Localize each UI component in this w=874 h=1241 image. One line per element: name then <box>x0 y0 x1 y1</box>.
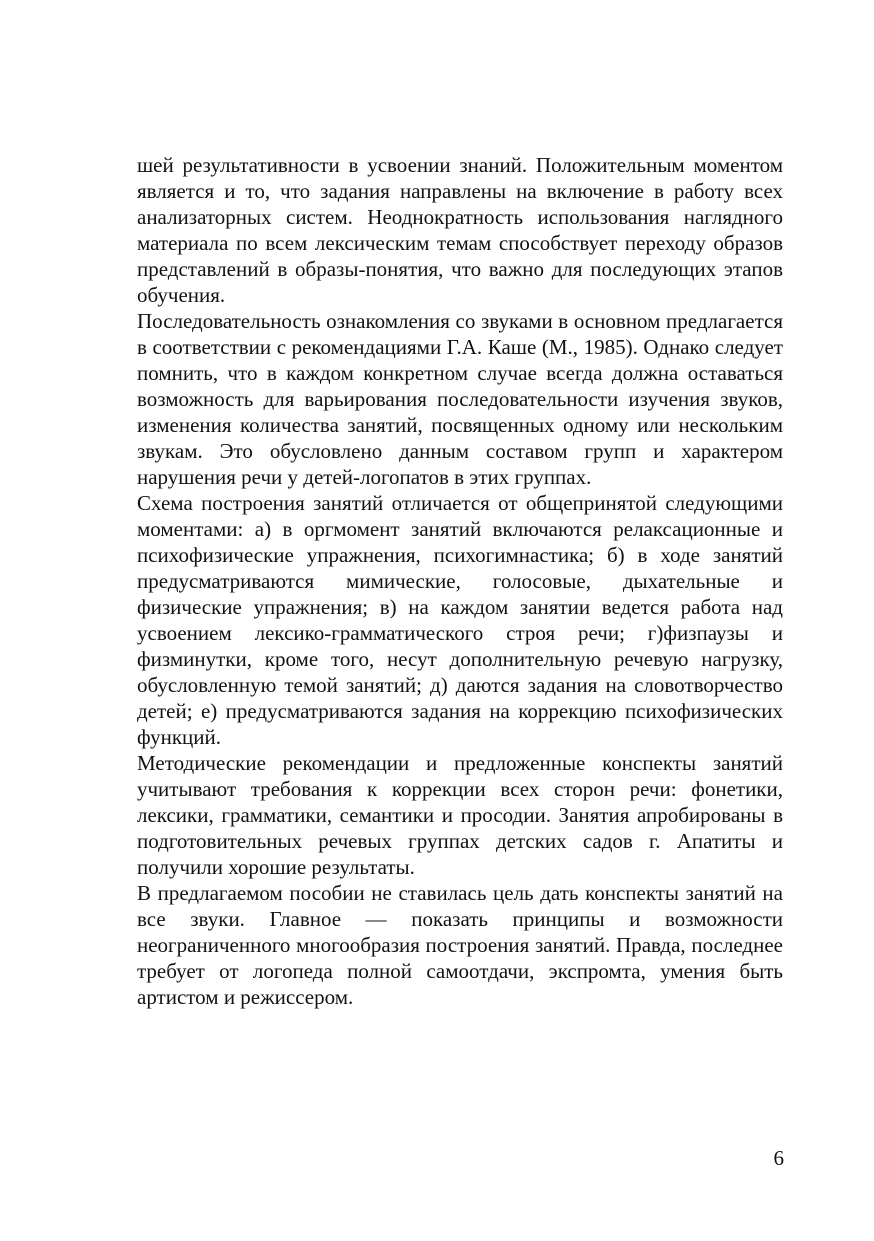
page-number: 6 <box>773 1146 784 1170</box>
paragraph-methodical-recommendations: Методические рекомендации и предложенные конспекты занятий учитывают требования к коррекции всех сторон речи: фонетики, лексики, грамматики, семантики и просодии. Занятия апробированы в подготовительных речевых группах детских садов г. Апатиты и получили хорошие результаты. <box>137 751 783 879</box>
paragraph-learning-effectiveness: шей результативности в усвоении знаний. Положительным моментом является и то, что задания направлены на включение в работу всех анализаторных систем. Неоднократность использования наглядного материала по всем лексическим темам способствует переходу образов представлений в образы-понятия, что важно для последующих этапов обучения. <box>137 153 783 307</box>
paragraph-lesson-scheme: Схема построения занятий отличается от общепринятой следующими моментами: а) в оргмомент занятий включаются релаксационные и психофизические упражнения, психогимнастика; б) в ходе занятий предусматриваются мимические, голосовые, дыхательные и физические упражнения; в) на каждом занятии ведется работа над усвоением лексико-грамматического строя речи; г)физпаузы и физминутки, кроме того, несут дополнительную речевую нагрузку, обусловленную темой занятий; д) даются задания на словотворчество детей; е) предусматриваются задания на коррекцию психофизических функций. <box>137 491 783 749</box>
paragraph-manual-goal: В предлагаемом пособии не ставилась цель дать конспекты занятий на все звуки. Главное — показать принципы и возможности неограниченного многообразия построения занятий. Правда, последнее требует от логопеда полной самоотдачи, экспромта, умения быть артистом и режиссером. <box>137 881 783 1009</box>
paragraph-sound-sequence: Последовательность ознакомления со звуками в основном предлагается в соответствии с рекомендациями Г.А. Каше (М., 1985). Однако следует помнить, что в каждом конкретном случае всегда должна оставаться возможность для варьирования последовательности изучения звуков, изменения количества занятий, посвященных одному или нескольким звукам. Это обусловлено данным составом групп и характером нарушения речи у детей-логопатов в этих группах. <box>137 309 783 489</box>
body-text <box>137 152 783 1010</box>
